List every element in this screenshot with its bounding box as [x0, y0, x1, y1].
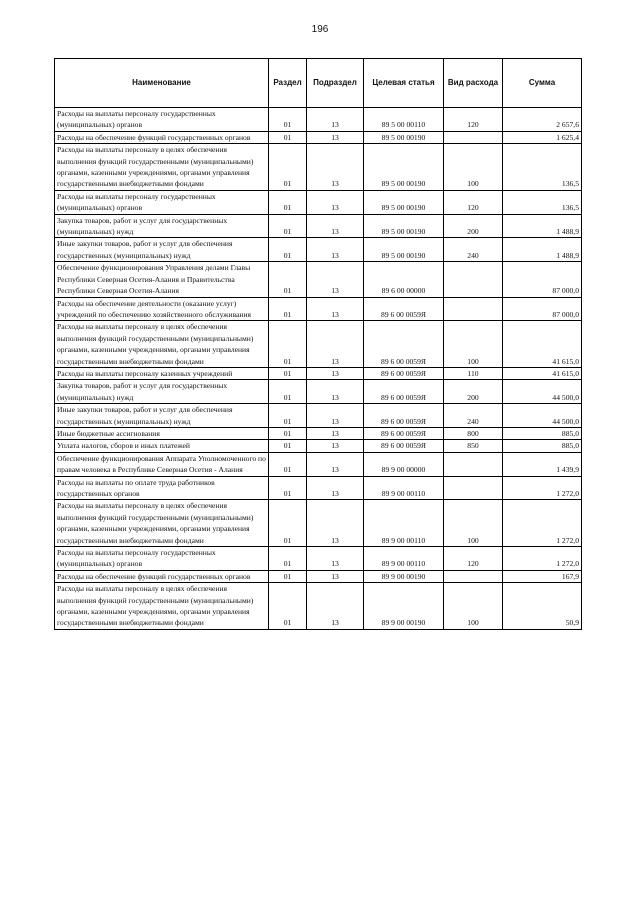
row-summa: 2 657,6	[503, 108, 582, 132]
row-celevaya: 89 6 00 0059Я	[364, 380, 444, 404]
row-vid	[444, 570, 503, 582]
row-podrazdel: 13	[307, 380, 364, 404]
row-vid: 850	[444, 440, 503, 452]
row-razdel: 01	[269, 427, 307, 439]
row-celevaya: 89 5 00 00190	[364, 214, 444, 238]
row-summa: 1 625,4	[503, 131, 582, 143]
table-header-row	[55, 59, 582, 108]
row-name: Обеспечение функционирования Аппарата Уполномоченного по правам человека в Республике Северная Осетия - Алания	[55, 452, 269, 476]
row-name: Расходы на обеспечение функций государственных органов	[55, 131, 269, 143]
row-celevaya: 89 5 00 00190	[364, 144, 444, 191]
row-summa: 1 272,0	[503, 476, 582, 500]
row-podrazdel: 13	[307, 108, 364, 132]
row-podrazdel: 13	[307, 404, 364, 428]
row-razdel: 01	[269, 452, 307, 476]
row-celevaya: 89 5 00 00190	[364, 238, 444, 262]
row-vid	[444, 476, 503, 500]
table-row	[55, 367, 582, 379]
row-razdel: 01	[269, 367, 307, 379]
table-row	[55, 583, 582, 630]
row-podrazdel: 13	[307, 476, 364, 500]
table-row	[55, 547, 582, 571]
row-razdel: 01	[269, 190, 307, 214]
row-vid: 120	[444, 108, 503, 132]
header-vid: Вид расхода	[444, 59, 503, 108]
row-celevaya: 89 9 00 00000	[364, 452, 444, 476]
row-name: Расходы на выплаты персоналу в целях обеспечения выполнения функций государственными (муниципальными) органами, казенными учреждениями, органами управления государственными внебюджетными фондами	[55, 500, 269, 547]
table-row	[55, 190, 582, 214]
row-name: Расходы на выплаты персоналу государственных (муниципальных) органов	[55, 190, 269, 214]
row-name: Расходы на выплаты персоналу в целях обеспечения выполнения функций государственными (муниципальными) органами, казенными учреждениями, органами управления государственными внебюджетными фондами	[55, 321, 269, 368]
row-podrazdel: 13	[307, 321, 364, 368]
row-celevaya: 89 6 00 0059Я	[364, 297, 444, 321]
row-name: Расходы на обеспечение деятельности (оказание услуг) учреждений по обеспечению хозяйственного обслуживания	[55, 297, 269, 321]
row-razdel: 01	[269, 500, 307, 547]
table-body	[55, 108, 582, 630]
row-podrazdel: 13	[307, 440, 364, 452]
row-razdel: 01	[269, 131, 307, 143]
row-razdel: 01	[269, 238, 307, 262]
row-name: Обеспечение функционирования Управления делами Главы Республики Северная Осетия-Алания и Правительства Республики Северная Осетия-Алания	[55, 262, 269, 297]
table-row	[55, 570, 582, 582]
header-celevaya: Целевая статья	[364, 59, 444, 108]
row-podrazdel: 13	[307, 583, 364, 630]
table-row	[55, 427, 582, 439]
row-razdel: 01	[269, 404, 307, 428]
row-vid: 200	[444, 214, 503, 238]
row-summa: 136,5	[503, 190, 582, 214]
row-celevaya: 89 9 00 00190	[364, 583, 444, 630]
row-name: Расходы на выплаты персоналу государственных (муниципальных) органов	[55, 547, 269, 571]
row-summa: 167,9	[503, 570, 582, 582]
row-razdel: 01	[269, 380, 307, 404]
page-number: 196	[311, 24, 329, 35]
row-name: Закупка товаров, работ и услуг для государственных (муниципальных) нужд	[55, 214, 269, 238]
row-vid: 240	[444, 238, 503, 262]
row-razdel: 01	[269, 108, 307, 132]
header-name: Наименование	[55, 59, 269, 108]
header-summa: Сумма	[503, 59, 582, 108]
table-row	[55, 108, 582, 132]
row-celevaya: 89 6 00 0059Я	[364, 321, 444, 368]
row-podrazdel: 13	[307, 367, 364, 379]
table-row	[55, 476, 582, 500]
row-name: Уплата налогов, сборов и иных платежей	[55, 440, 269, 452]
row-summa: 41 615,0	[503, 367, 582, 379]
table-row	[55, 500, 582, 547]
row-summa: 885,0	[503, 427, 582, 439]
row-celevaya: 89 6 00 0059Я	[364, 404, 444, 428]
row-vid: 800	[444, 427, 503, 439]
row-razdel: 01	[269, 476, 307, 500]
row-name: Закупка товаров, работ и услуг для государственных (муниципальных) нужд	[55, 380, 269, 404]
row-celevaya: 89 9 00 00190	[364, 570, 444, 582]
row-name: Расходы на выплаты персоналу государственных (муниципальных) органов	[55, 108, 269, 132]
row-name: Расходы на выплаты персоналу в целях обеспечения выполнения функций государственными (муниципальными) органами, казенными учреждениями, органами управления государственными внебюджетными фондами	[55, 583, 269, 630]
row-podrazdel: 13	[307, 547, 364, 571]
table-row	[55, 452, 582, 476]
row-razdel: 01	[269, 262, 307, 297]
row-celevaya: 89 6 00 0059Я	[364, 427, 444, 439]
row-summa: 87 000,0	[503, 297, 582, 321]
row-celevaya: 89 9 00 00110	[364, 500, 444, 547]
row-vid	[444, 297, 503, 321]
row-summa: 87 000,0	[503, 262, 582, 297]
row-podrazdel: 13	[307, 427, 364, 439]
row-vid	[444, 262, 503, 297]
table-row	[55, 144, 582, 191]
row-vid: 120	[444, 190, 503, 214]
table-row	[55, 297, 582, 321]
header-podrazdel: Подраздел	[307, 59, 364, 108]
row-celevaya: 89 9 00 00110	[364, 547, 444, 571]
row-podrazdel: 13	[307, 297, 364, 321]
row-celevaya: 89 5 00 00110	[364, 108, 444, 132]
row-razdel: 01	[269, 570, 307, 582]
row-summa: 44 500,0	[503, 404, 582, 428]
row-summa: 50,9	[503, 583, 582, 630]
row-vid: 100	[444, 321, 503, 368]
row-name: Иные закупки товаров, работ и услуг для обеспечения государственных (муниципальных) нужд	[55, 238, 269, 262]
header-razdel: Раздел	[269, 59, 307, 108]
table-row	[55, 238, 582, 262]
row-vid: 240	[444, 404, 503, 428]
row-vid: 100	[444, 500, 503, 547]
row-podrazdel: 13	[307, 131, 364, 143]
row-summa: 1 272,0	[503, 500, 582, 547]
row-podrazdel: 13	[307, 262, 364, 297]
row-razdel: 01	[269, 440, 307, 452]
row-podrazdel: 13	[307, 214, 364, 238]
table-row	[55, 131, 582, 143]
row-summa: 41 615,0	[503, 321, 582, 368]
row-vid	[444, 452, 503, 476]
row-podrazdel: 13	[307, 144, 364, 191]
table-row	[55, 214, 582, 238]
budget-table	[54, 58, 582, 630]
row-celevaya: 89 5 00 00190	[364, 131, 444, 143]
row-vid: 100	[444, 583, 503, 630]
table-row	[55, 380, 582, 404]
row-podrazdel: 13	[307, 238, 364, 262]
table-row	[55, 440, 582, 452]
row-podrazdel: 13	[307, 452, 364, 476]
row-vid: 110	[444, 367, 503, 379]
row-celevaya: 89 6 00 0059Я	[364, 367, 444, 379]
row-razdel: 01	[269, 547, 307, 571]
row-celevaya: 89 9 00 00110	[364, 476, 444, 500]
row-name: Расходы на выплаты по оплате труда работников государственных органов	[55, 476, 269, 500]
row-name: Расходы на выплаты персоналу казенных учреждений	[55, 367, 269, 379]
row-razdel: 01	[269, 214, 307, 238]
row-vid: 200	[444, 380, 503, 404]
row-name: Расходы на обеспечение функций государственных органов	[55, 570, 269, 582]
row-vid: 120	[444, 547, 503, 571]
row-name: Иные бюджетные ассигнования	[55, 427, 269, 439]
row-summa: 136,5	[503, 144, 582, 191]
row-summa: 1 488,9	[503, 214, 582, 238]
row-celevaya: 89 6 00 00000	[364, 262, 444, 297]
row-podrazdel: 13	[307, 190, 364, 214]
row-summa: 1 272,0	[503, 547, 582, 571]
row-podrazdel: 13	[307, 500, 364, 547]
row-vid: 100	[444, 144, 503, 191]
table-row	[55, 262, 582, 297]
row-summa: 885,0	[503, 440, 582, 452]
table-row	[55, 404, 582, 428]
row-name: Иные закупки товаров, работ и услуг для обеспечения государственных (муниципальных) нужд	[55, 404, 269, 428]
row-name: Расходы на выплаты персоналу в целях обеспечения выполнения функций государственными (муниципальными) органами, казенными учреждениями, органами управления государственными внебюджетными фондами	[55, 144, 269, 191]
row-vid	[444, 131, 503, 143]
table-row	[55, 321, 582, 368]
row-summa: 1 488,9	[503, 238, 582, 262]
row-razdel: 01	[269, 144, 307, 191]
row-celevaya: 89 5 00 00190	[364, 190, 444, 214]
row-summa: 44 500,0	[503, 380, 582, 404]
row-summa: 1 439,9	[503, 452, 582, 476]
row-razdel: 01	[269, 583, 307, 630]
row-razdel: 01	[269, 321, 307, 368]
row-razdel: 01	[269, 297, 307, 321]
row-podrazdel: 13	[307, 570, 364, 582]
row-celevaya: 89 6 00 0059Я	[364, 440, 444, 452]
